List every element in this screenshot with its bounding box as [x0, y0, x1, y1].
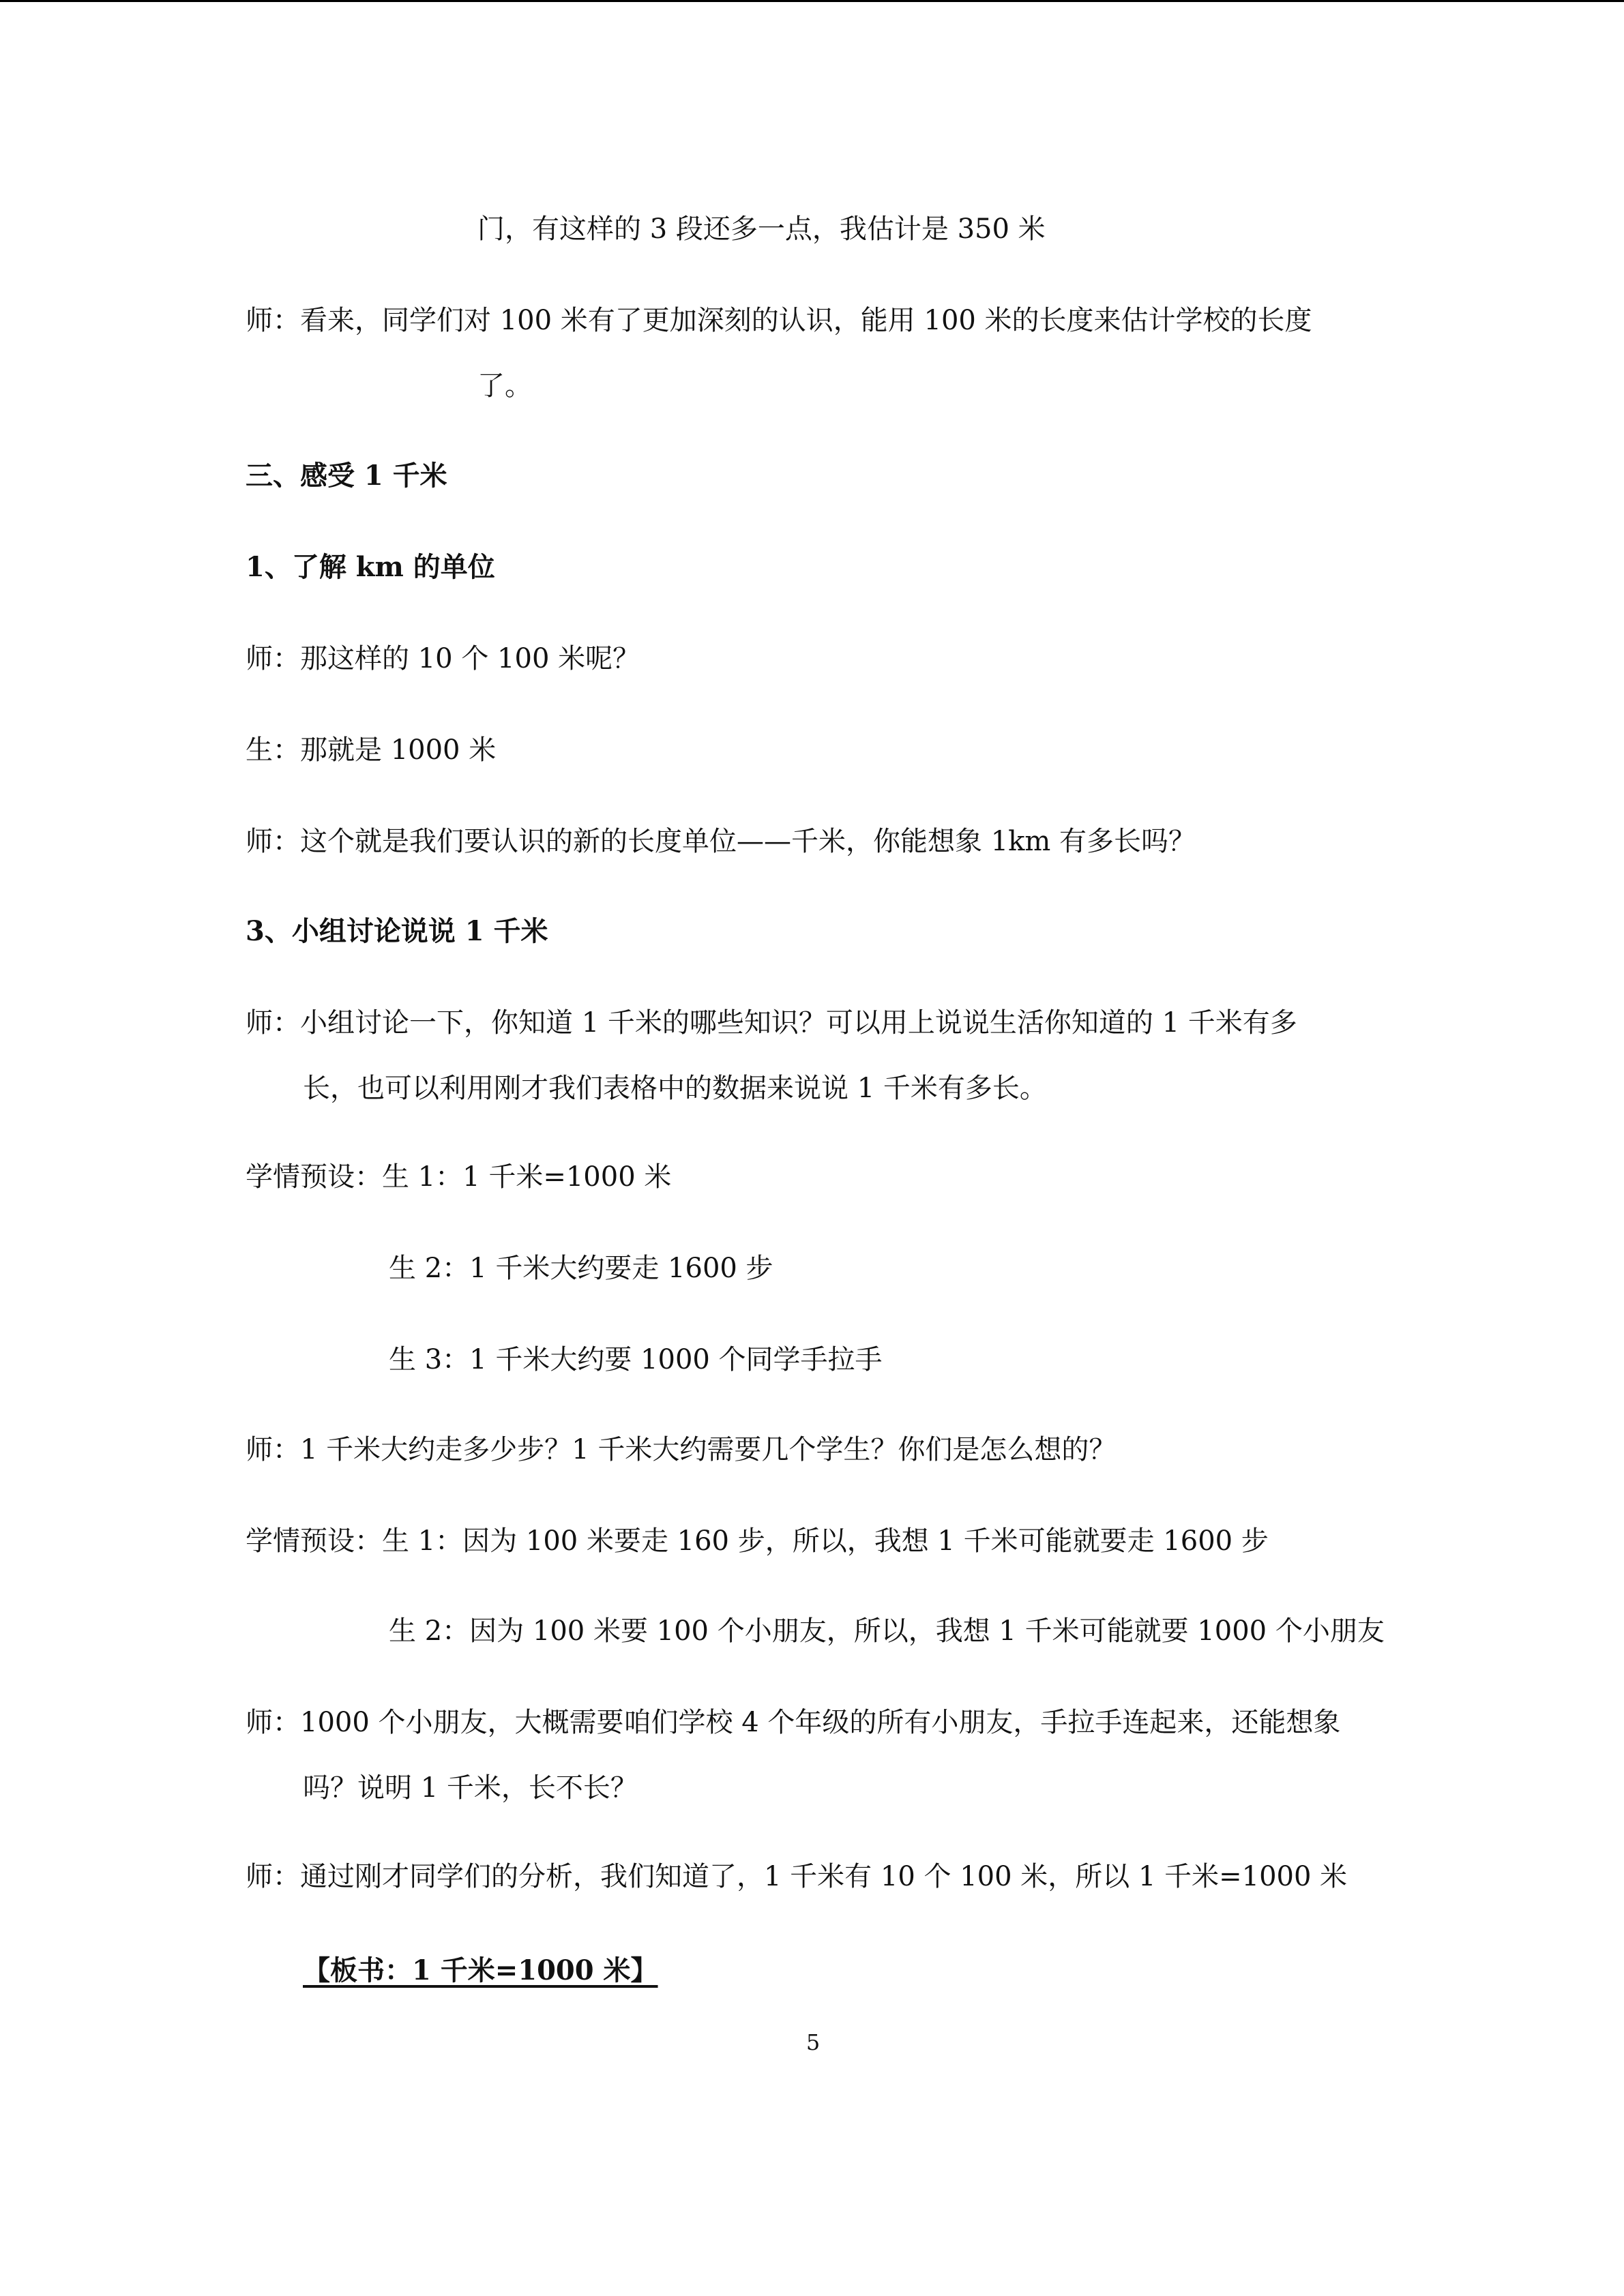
text-line-15: 师：1 千米大约走多少步？1 千米大约需要几个学生？你们是怎么想的？	[246, 1434, 1117, 1465]
text-line-11: 长，也可以利用刚才我们表格中的数据来说说 1 千米有多长。	[303, 1073, 1047, 1104]
text-line-14: 生 3：1 千米大约要 1000 个同学手拉手	[389, 1344, 883, 1375]
text-line-12: 学情预设：生 1：1 千米=1000 米	[246, 1161, 672, 1193]
text-line-6: 师：那这样的 10 个 100 米呢？	[246, 643, 640, 674]
text-line-18: 师：1000 个小朋友，大概需要咱们学校 4 个年级的所有小朋友，手拉手连起来，还能想象	[246, 1707, 1341, 1738]
text-line-20: 师：通过刚才同学们的分析，我们知道了，1 千米有 10 个 100 米，所以 1 千米=1000 米	[246, 1861, 1348, 1892]
blackboard-note: 【板书：1 千米=1000 米】	[303, 1954, 658, 1986]
text-line-13: 生 2：1 千米大约要走 1600 步	[389, 1253, 773, 1284]
page-number: 5	[806, 2029, 821, 2055]
text-line-10: 师：小组讨论一下，你知道 1 千米的哪些知识？可以用上说说生活你知道的 1 千米有多	[246, 1007, 1297, 1039]
subheading-group-discussion: 3、小组讨论说说 1 千米	[246, 915, 548, 947]
text-line-17: 生 2：因为 100 米要 100 个小朋友，所以，我想 1 千米可能就要 1000 个小朋友	[389, 1615, 1385, 1647]
text-line-19: 吗？说明 1 千米，长不长？	[303, 1772, 638, 1804]
text-line-2: 师：看来，同学们对 100 米有了更加深刻的认识，能用 100 米的长度来估计学校的长度	[246, 305, 1312, 336]
page-top-border	[0, 0, 1624, 2]
text-line-7: 生：那就是 1000 米	[246, 734, 497, 766]
text-line-1: 门，有这样的 3 段还多一点，我估计是 350 米	[477, 213, 1046, 245]
subheading-understand-km: 1、了解 km 的单位	[246, 551, 495, 583]
section-heading-feel-1km: 三、感受 1 千米	[246, 460, 447, 492]
text-line-16: 学情预设：生 1：因为 100 米要走 160 步，所以，我想 1 千米可能就要走 1600 步	[246, 1525, 1269, 1557]
text-line-8: 师：这个就是我们要认识的新的长度单位——千米，你能想象 1km 有多长吗？	[246, 826, 1196, 857]
text-line-3: 了。	[477, 370, 532, 402]
